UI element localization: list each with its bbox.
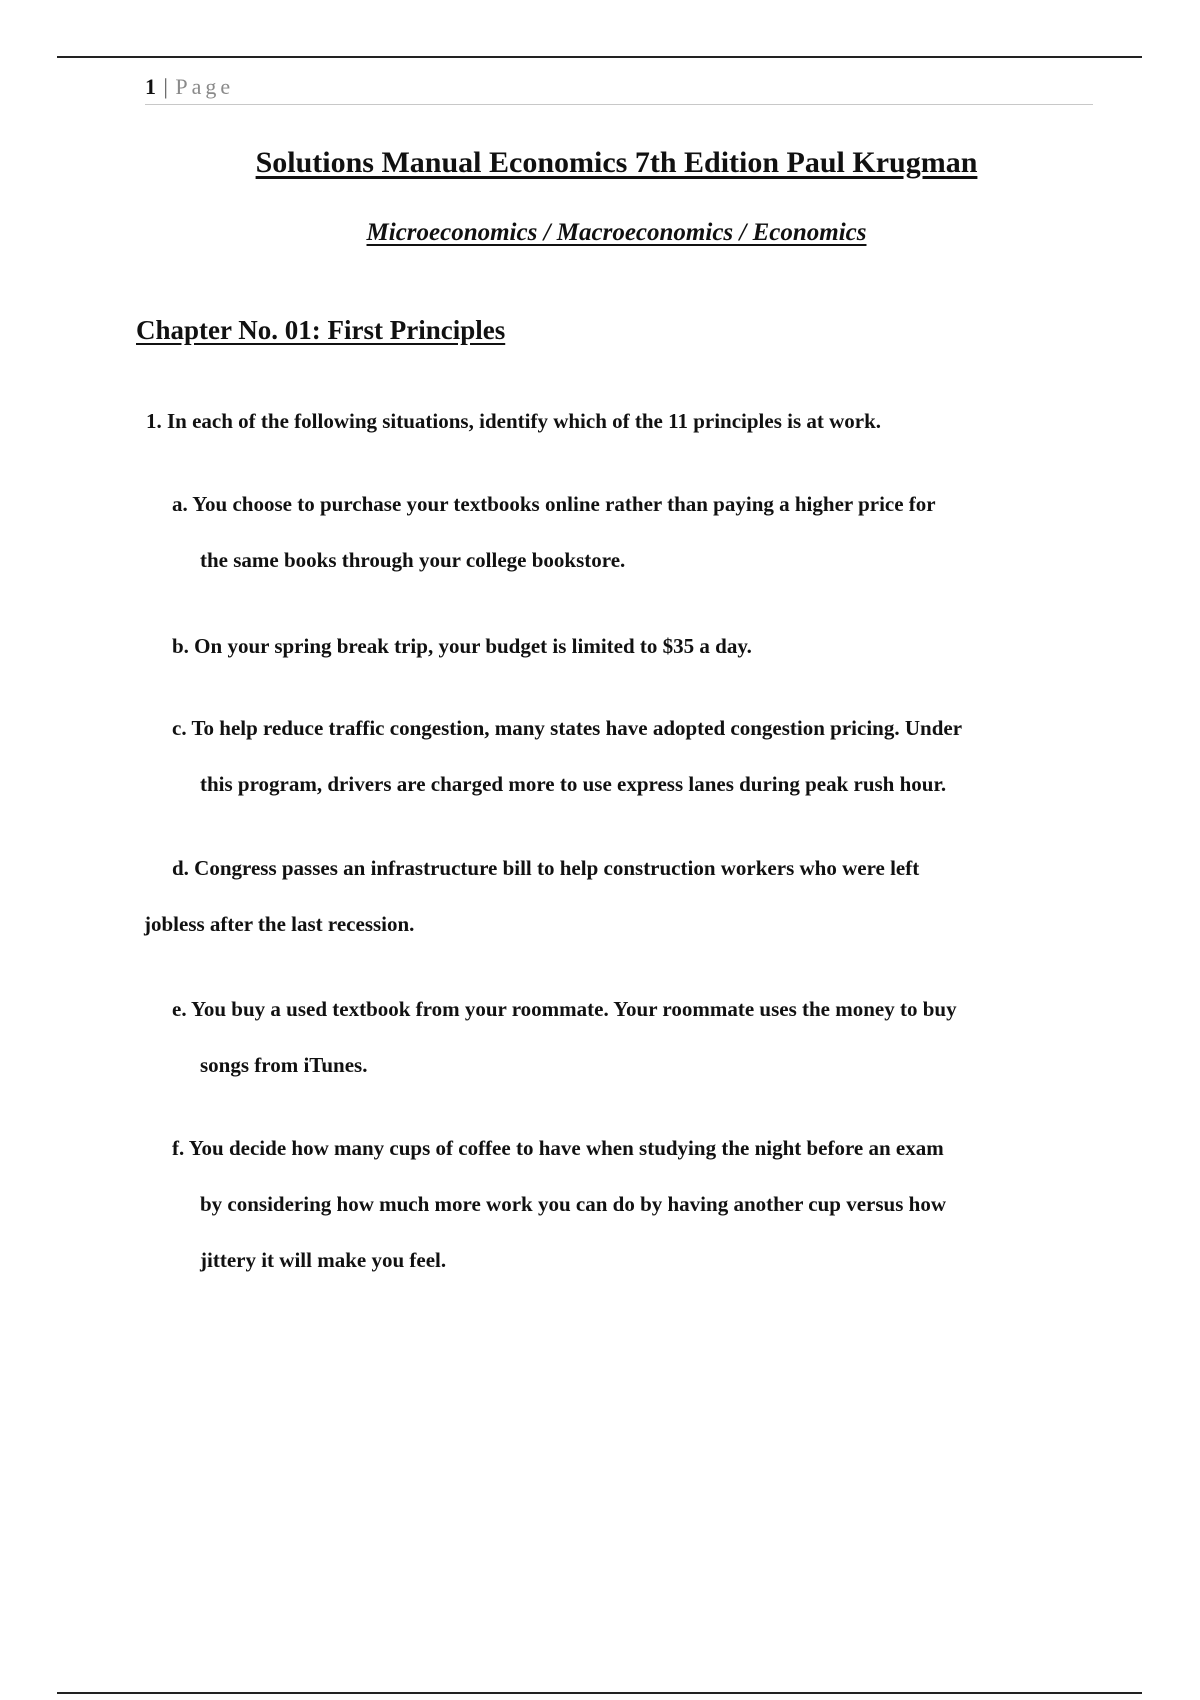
page-word: Page — [175, 74, 235, 99]
item-c-line-2: this program, drivers are charged more to use express lanes during peak rush hour. — [200, 772, 947, 796]
item-a-line-2: the same books through your college bookstore. — [200, 548, 626, 572]
item-e-line-2: songs from iTunes. — [200, 1053, 368, 1077]
bottom-rule — [57, 1692, 1142, 1694]
chapter-heading: Chapter No. 01: First Principles — [136, 315, 506, 345]
question-item-b — [172, 618, 752, 674]
question-item-e — [172, 981, 957, 1093]
document-title: Solutions Manual Economics 7th Edition Paul Krugman — [255, 146, 978, 179]
document-subtitle: Microeconomics / Macroeconomics / Economics — [366, 219, 867, 246]
item-f-line-3: jittery it will make you feel. — [200, 1248, 447, 1272]
top-rule — [57, 56, 1142, 58]
question-item-a — [172, 476, 936, 588]
item-c-line-1: c. To help reduce traffic congestion, many states have adopted congestion pricing. Under — [172, 716, 963, 740]
page-header — [145, 72, 1093, 105]
item-e-line-1: e. You buy a used textbook from your roommate. Your roommate uses the money to buy — [172, 997, 957, 1021]
question-item-c — [172, 700, 962, 812]
page-separator: | — [163, 74, 168, 99]
item-d-line-2: jobless after the last recession. — [144, 912, 415, 936]
question-item-d — [144, 840, 920, 952]
item-d-line-1: d. Congress passes an infrastructure bill to help construction workers who were left — [172, 856, 920, 880]
item-a-line-1: a. You choose to purchase your textbooks online rather than paying a higher price for — [172, 492, 936, 516]
item-b-line-1: b. On your spring break trip, your budget is limited to $35 a day. — [172, 634, 752, 658]
item-f-line-2: by considering how much more work you can do by having another cup versus how — [200, 1192, 946, 1216]
page-number: 1 — [145, 74, 156, 99]
item-f-line-1: f. You decide how many cups of coffee to have when studying the night before an exam — [172, 1136, 944, 1160]
question-1: 1. In each of the following situations, identify which of the 11 principles is at work. — [146, 409, 882, 433]
question-item-f — [172, 1120, 946, 1288]
